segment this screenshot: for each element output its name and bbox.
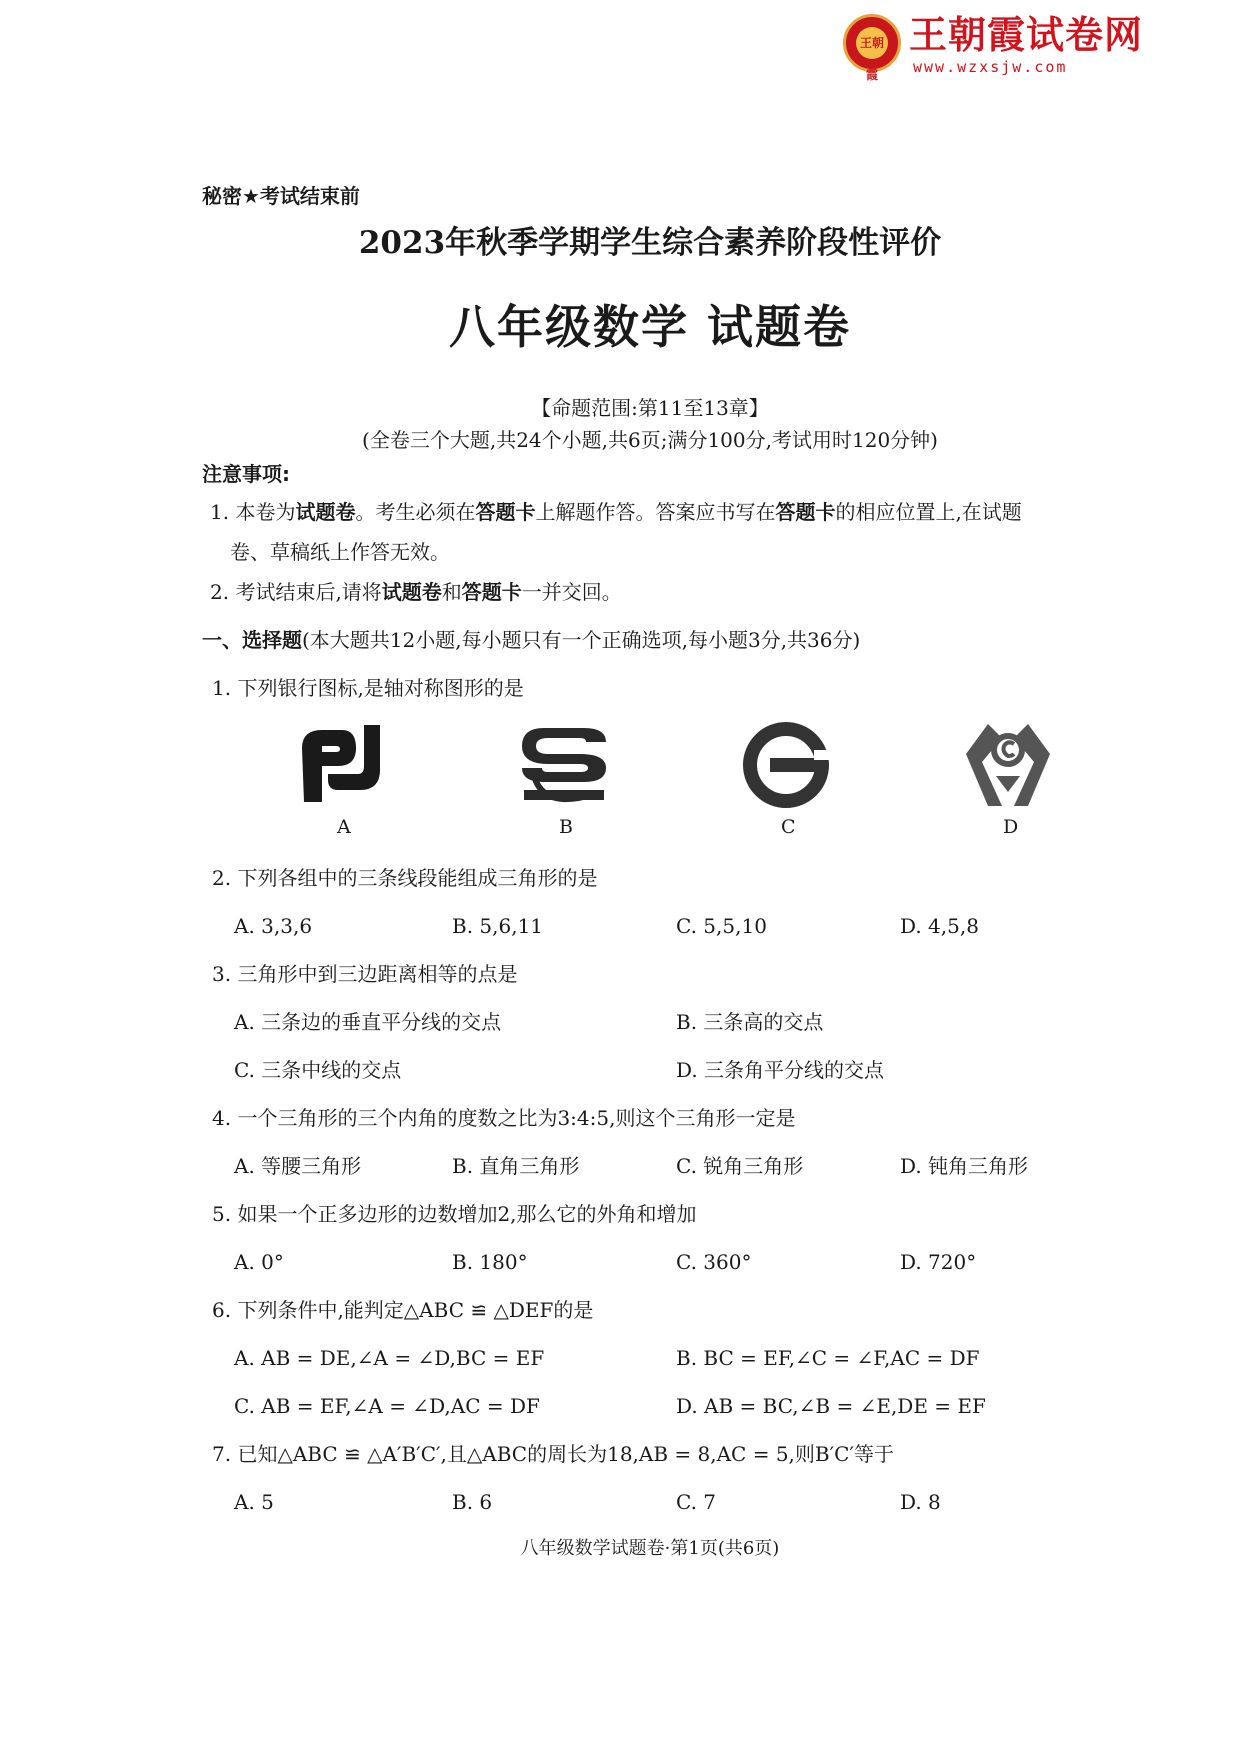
question-4-option-b: B. 直角三角形	[452, 1154, 580, 1178]
question-3-option-b: B. 三条高的交点	[676, 1010, 824, 1034]
brand-url: www.wzxsjw.com	[913, 58, 1068, 76]
question-2-option-b: B. 5,6,11	[452, 914, 544, 938]
question-6-option-b: B. BC = EF,∠C = ∠F,AC = DF	[676, 1346, 980, 1370]
question-3-option-a: A. 三条边的垂直平分线的交点	[234, 1010, 502, 1034]
question-6-stem: 6. 下列条件中,能判定△ABC ≌ △DEF的是	[212, 1298, 594, 1322]
option-label: B	[559, 816, 573, 838]
question-7-option-c: C. 7	[676, 1490, 717, 1514]
question-4-option-d: D. 钝角三角形	[900, 1154, 1029, 1178]
question-3-stem: 3. 三角形中到三边距离相等的点是	[212, 962, 518, 986]
question-2-stem: 2. 下列各组中的三条线段能组成三角形的是	[212, 866, 598, 890]
question-6-option-c: C. AB = EF,∠A = ∠D,AC = DF	[234, 1394, 540, 1418]
page-footer: 八年级数学试题卷·第1页(共6页)	[520, 1538, 780, 1559]
question-2-option-c: C. 5,5,10	[676, 914, 767, 938]
question-3-option-d: D. 三条角平分线的交点	[676, 1058, 885, 1082]
bank-logo-d-icon	[958, 720, 1058, 810]
option-label: D	[1003, 816, 1019, 838]
exam-info: (全卷三个大题,共24个小题,共6页;满分100分,考试用时120分钟)	[362, 428, 938, 452]
question-2-option-d: D. 4,5,8	[900, 914, 979, 938]
question-7-option-d: D. 8	[900, 1490, 941, 1514]
option-label: C	[781, 816, 796, 838]
question-1-stem: 1. 下列银行图标,是轴对称图形的是	[212, 676, 524, 700]
secret-label: 秘密★考试结束前	[202, 184, 360, 208]
question-4-option-a: A. 等腰三角形	[234, 1154, 362, 1178]
brand-name: 王朝霞试卷网	[909, 13, 1144, 57]
exam-title: 2023年秋季学期学生综合素养阶段性评价	[358, 225, 942, 261]
bank-logo-c-icon	[736, 720, 836, 810]
exam-scope: 【命题范围:第11至13章】	[531, 396, 769, 420]
question-6-option-a: A. AB = DE,∠A = ∠D,BC = EF	[234, 1346, 545, 1370]
question-3-option-c: C. 三条中线的交点	[234, 1058, 402, 1082]
question-4-stem: 4. 一个三角形的三个内角的度数之比为3:4:5,则这个三角形一定是	[212, 1106, 796, 1130]
question-5-option-c: C. 360°	[676, 1250, 752, 1274]
question-7-option-a: A. 5	[234, 1490, 274, 1514]
question-5-option-d: D. 720°	[900, 1250, 977, 1274]
notice-item-1-cont: 卷、草稿纸上作答无效。	[230, 540, 450, 564]
watermark-logo	[843, 12, 1158, 82]
option-label: A	[337, 816, 351, 838]
question-7-option-b: B. 6	[452, 1490, 493, 1514]
notice-item-2: 2. 考试结束后,请将试题卷和答题卡一并交回。	[210, 580, 622, 604]
question-7-stem: 7. 已知△ABC ≌ △A′B′C′,且△ABC的周长为18,AB = 8,AC = 5,则B′C′等于	[212, 1442, 894, 1466]
bank-logo-a-icon	[292, 720, 392, 810]
seal-icon: 王朝霞	[843, 14, 901, 72]
exam-subtitle: 八年级数学 试题卷	[448, 300, 851, 354]
notice-item-1: 1. 本卷为试题卷。考生必须在答题卡上解题作答。答案应书写在答题卡的相应位置上,在试题	[210, 500, 1022, 524]
question-5-option-b: B. 180°	[452, 1250, 528, 1274]
question-5-option-a: A. 0°	[234, 1250, 284, 1274]
notice-heading: 注意事项:	[202, 462, 290, 486]
section-1-heading: 一、选择题(本大题共12小题,每小题只有一个正确选项,每小题3分,共36分)	[202, 628, 861, 652]
question-5-stem: 5. 如果一个正多边形的边数增加2,那么它的外角和增加	[212, 1202, 697, 1226]
question-4-option-c: C. 锐角三角形	[676, 1154, 804, 1178]
question-2-option-a: A. 3,3,6	[234, 914, 313, 938]
bank-logo-b-icon	[514, 720, 614, 810]
question-6-option-d: D. AB = BC,∠B = ∠E,DE = EF	[676, 1394, 986, 1418]
